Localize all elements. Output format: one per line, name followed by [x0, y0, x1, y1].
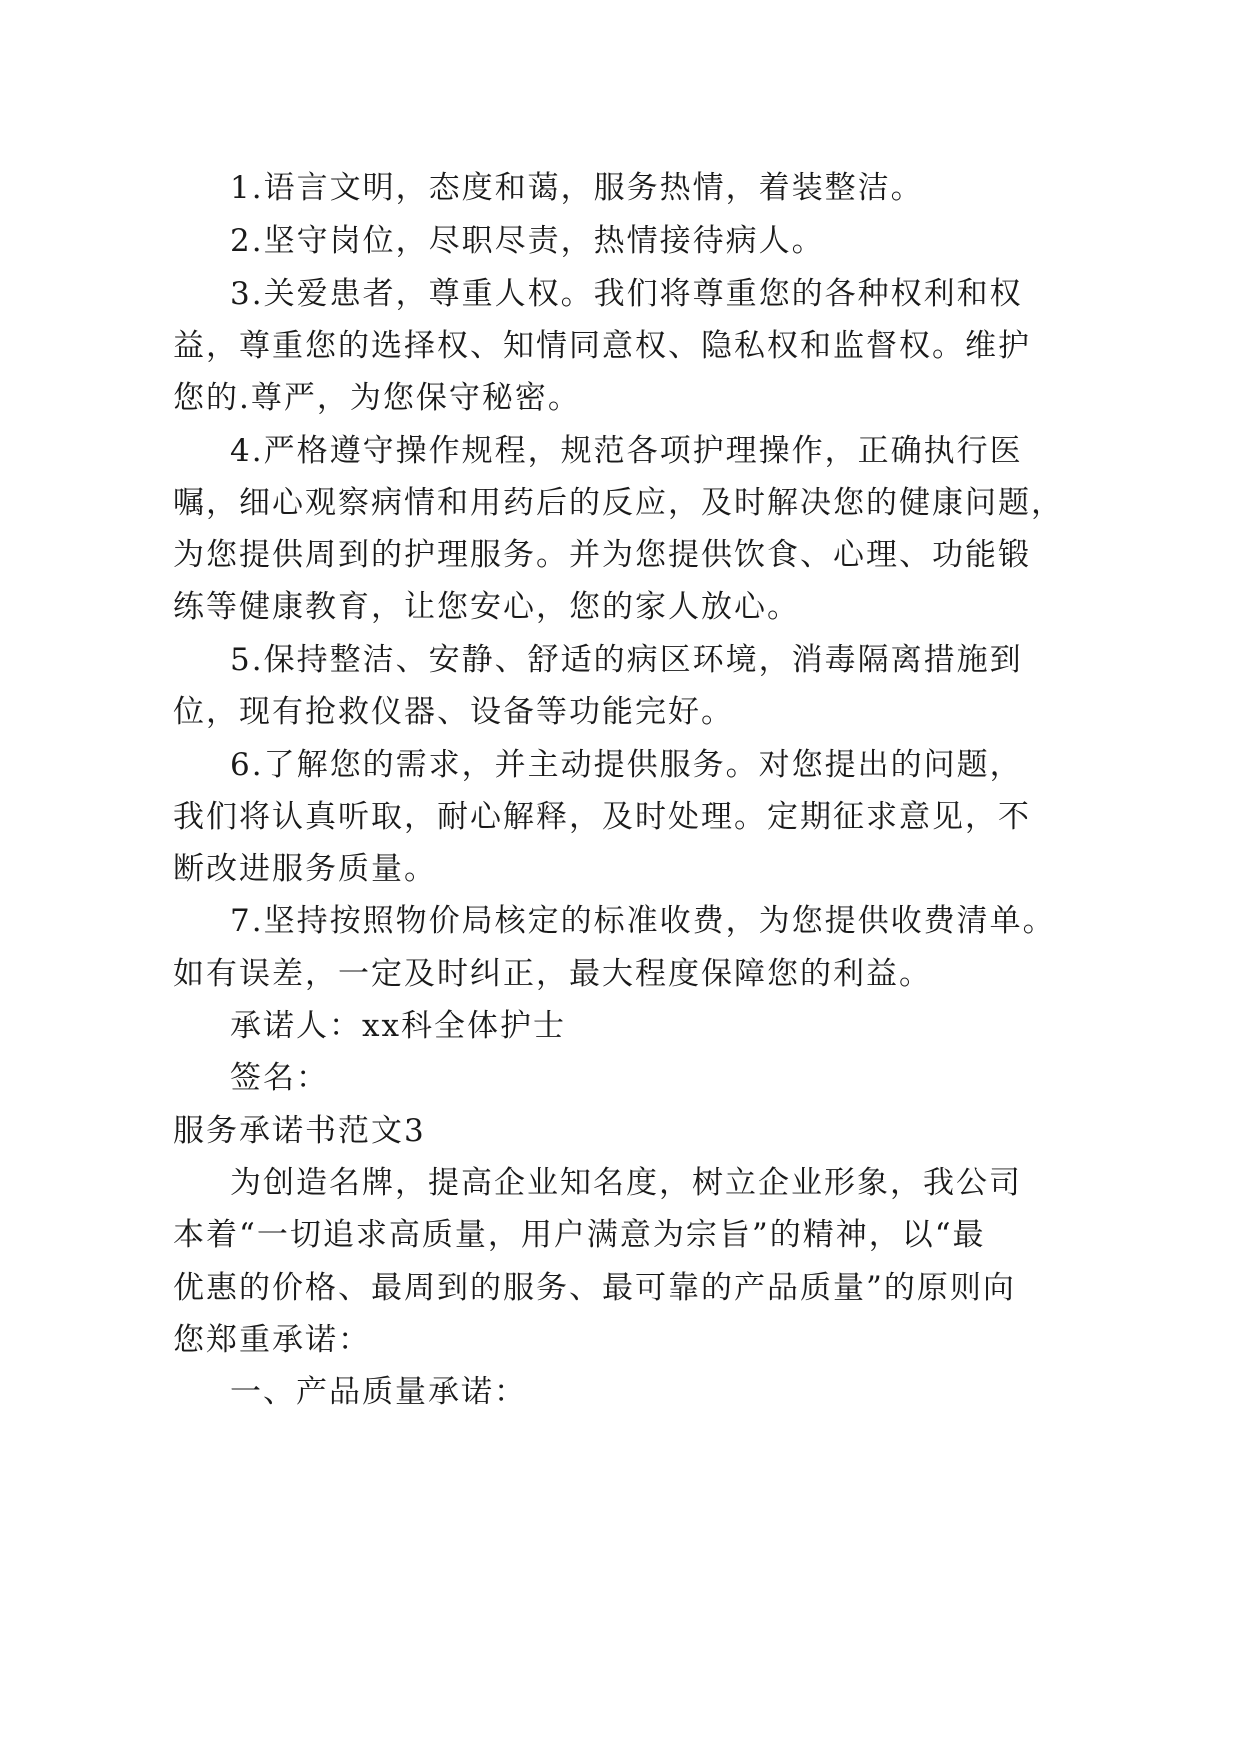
text-line: 本着“一切追求高质量，用户满意为宗旨”的精神，以“最 [173, 1217, 986, 1253]
text-line: 我们将认真听取，耐心解释，及时处理。定期征求意见，不 [173, 799, 1031, 835]
text-line: 7.坚持按照物价局核定的标准收费，为您提供收费清单。 [230, 903, 1056, 939]
signature-label: 签名： [230, 1060, 329, 1096]
text-line: 为创造名牌，提高企业知名度，树立企业形象，我公司 [230, 1165, 1022, 1201]
text-line: 断改进服务质量。 [173, 851, 437, 887]
text-line: 嘱，细心观察病情和用药后的反应，及时解决您的健康问题， [173, 485, 1064, 521]
text-line: 为您提供周到的护理服务。并为您提供饮食、心理、功能锻 [173, 537, 1031, 573]
text-line: 如有误差，一定及时纠正，最大程度保障您的利益。 [173, 956, 932, 992]
text-line: 您郑重承诺： [173, 1322, 371, 1358]
text-line: 2.坚守岗位，尽职尽责，热情接待病人。 [230, 223, 825, 259]
text-line: 益，尊重您的选择权、知情同意权、隐私权和监督权。维护 [173, 328, 1031, 364]
text-line: 优惠的价格、最周到的服务、最可靠的产品质量”的原则向 [173, 1270, 1016, 1306]
text-line: 5.保持整洁、安静、舒适的病区环境，消毒隔离措施到 [230, 642, 1023, 678]
text-line: 1.语言文明，态度和蔼，服务热情，着装整洁。 [230, 170, 924, 206]
signatory-line: 承诺人：xx科全体护士 [230, 1008, 566, 1044]
text-line: 3.关爱患者，尊重人权。我们将尊重您的各种权利和权 [230, 276, 1023, 312]
text-line: 4.严格遵守操作规程，规范各项护理操作，正确执行医 [230, 433, 1023, 469]
text-line: 您的.尊严，为您保守秘密。 [173, 380, 581, 416]
subsection-heading: 一、产品质量承诺： [230, 1374, 527, 1410]
text-line: 练等健康教育，让您安心，您的家人放心。 [173, 589, 800, 625]
section-title: 服务承诺书范文3 [173, 1113, 426, 1149]
text-line: 位，现有抢救仪器、设备等功能完好。 [173, 694, 734, 730]
text-line: 6.了解您的需求，并主动提供服务。对您提出的问题， [230, 747, 1023, 783]
